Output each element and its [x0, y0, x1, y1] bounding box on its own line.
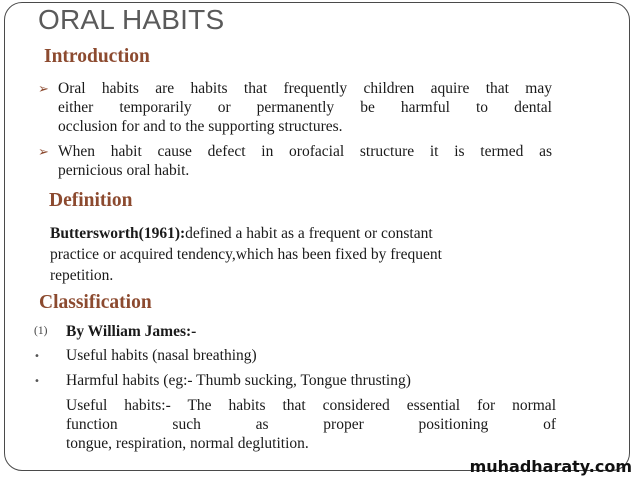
intro-bullet-2-line-1: When habit cause defect in orofacial structure it is termed as	[58, 143, 552, 160]
classification-number: (1)	[34, 325, 48, 337]
useful-habits-line-3: tongue, respiration, normal deglutition.	[66, 435, 309, 452]
classification-by: By William James:-	[66, 323, 197, 340]
intro-bullet-1-line-2: either temporarily or permanently be harmful to dental	[58, 99, 552, 116]
intro-bullet-1-line-1: Oral habits are habits that frequently children aquire that may	[58, 80, 552, 97]
classification-item-2: Harmful habits (eg:- Thumb sucking, Tongue thrusting)	[66, 372, 411, 389]
introduction-heading: Introduction	[44, 46, 150, 67]
dot-bullet-icon: •	[34, 351, 40, 362]
definition-line-2: practice or acquired tendency,which has been fixed by frequent	[50, 246, 442, 263]
arrow-bullet-icon: ➢	[38, 145, 49, 160]
classification-heading: Classification	[39, 292, 152, 313]
definition-text: defined a habit as a frequent or constant	[185, 225, 433, 242]
useful-habits-line-2: function such as proper positioning of	[66, 416, 556, 433]
useful-habits-line-1: Useful habits:- The habits that considered essential for normal	[66, 397, 556, 414]
definition-line-3: repetition.	[50, 267, 114, 284]
intro-bullet-1-line-3: occlusion for and to the supporting structures.	[58, 118, 343, 135]
watermark-text: muhadharaty.com	[469, 457, 632, 476]
definition-line-1	[50, 224, 552, 243]
intro-bullet-2-line-2: pernicious oral habit.	[58, 162, 190, 179]
definition-heading: Definition	[49, 190, 133, 211]
slide-title: ORAL HABITS	[38, 4, 225, 35]
arrow-bullet-icon: ➢	[38, 82, 49, 97]
dot-bullet-icon: •	[34, 376, 40, 387]
classification-item-1: Useful habits (nasal breathing)	[66, 347, 257, 364]
definition-author: Buttersworth(1961):	[50, 225, 186, 242]
